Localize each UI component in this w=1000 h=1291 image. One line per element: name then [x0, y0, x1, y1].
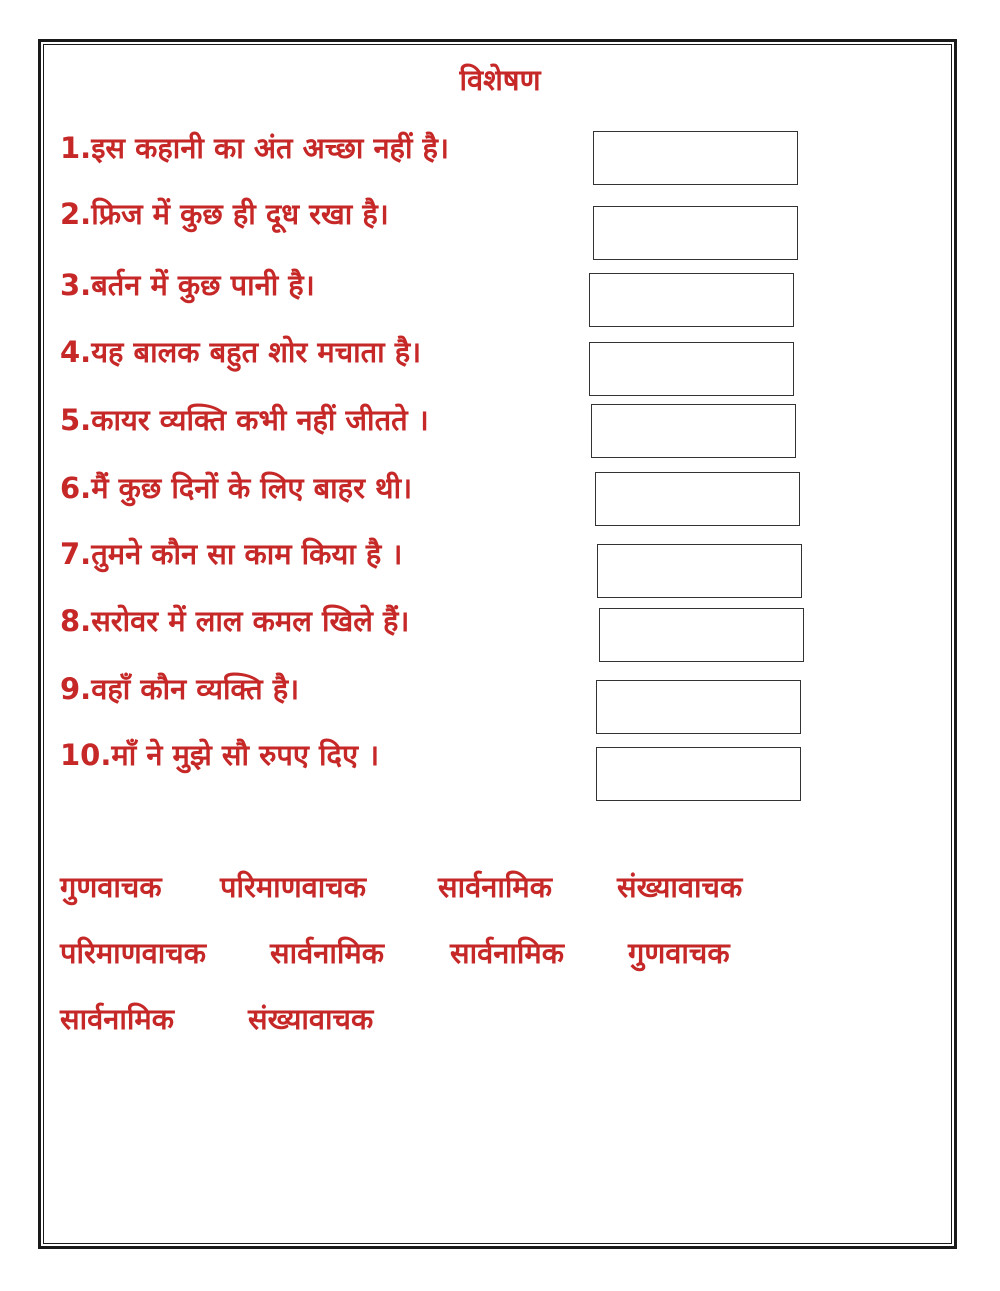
question-7: 7.तुमने कौन सा काम किया है । [60, 537, 403, 571]
answer-box-1[interactable] [593, 131, 798, 185]
answer-box-6[interactable] [595, 472, 800, 526]
question-3: 3.बर्तन में कुछ पानी है। [60, 268, 315, 302]
answer-box-8[interactable] [599, 608, 804, 662]
word-bank-item[interactable]: संख्यावाचक [248, 1002, 374, 1036]
answer-box-4[interactable] [589, 342, 794, 396]
word-bank-item[interactable]: गुणवाचक [628, 936, 730, 970]
word-bank-item[interactable]: सार्वनामिक [270, 936, 384, 970]
word-bank-item[interactable]: परिमाणवाचक [220, 870, 366, 904]
question-5: 5.कायर व्यक्ति कभी नहीं जीतते । [60, 403, 429, 437]
answer-box-3[interactable] [589, 273, 794, 327]
answer-box-2[interactable] [593, 206, 798, 260]
question-9: 9.वहाँ कौन व्यक्ति है। [60, 672, 300, 706]
answer-box-7[interactable] [597, 544, 802, 598]
question-10: 10.माँ ने मुझे सौ रुपए दिए । [60, 738, 380, 772]
question-6: 6.मैं कुछ दिनों के लिए बाहर थी। [60, 471, 413, 505]
answer-box-5[interactable] [591, 404, 796, 458]
word-bank-item[interactable]: सार्वनामिक [450, 936, 564, 970]
answer-box-9[interactable] [596, 680, 801, 734]
question-4: 4.यह बालक बहुत शोर मचाता है। [60, 335, 422, 369]
word-bank-item[interactable]: गुणवाचक [60, 870, 162, 904]
answer-box-10[interactable] [596, 747, 801, 801]
word-bank-item[interactable]: संख्यावाचक [617, 870, 743, 904]
question-1: 1.इस कहानी का अंत अच्छा नहीं है। [60, 131, 449, 165]
question-2: 2.फ्रिज में कुछ ही दूध रखा है। [60, 197, 389, 231]
word-bank-item[interactable]: परिमाणवाचक [60, 936, 206, 970]
question-8: 8.सरोवर में लाल कमल खिले हैं। [60, 604, 410, 638]
worksheet-title: विशेषण [459, 63, 541, 97]
word-bank-item[interactable]: सार्वनामिक [438, 870, 552, 904]
word-bank-item[interactable]: सार्वनामिक [60, 1002, 174, 1036]
